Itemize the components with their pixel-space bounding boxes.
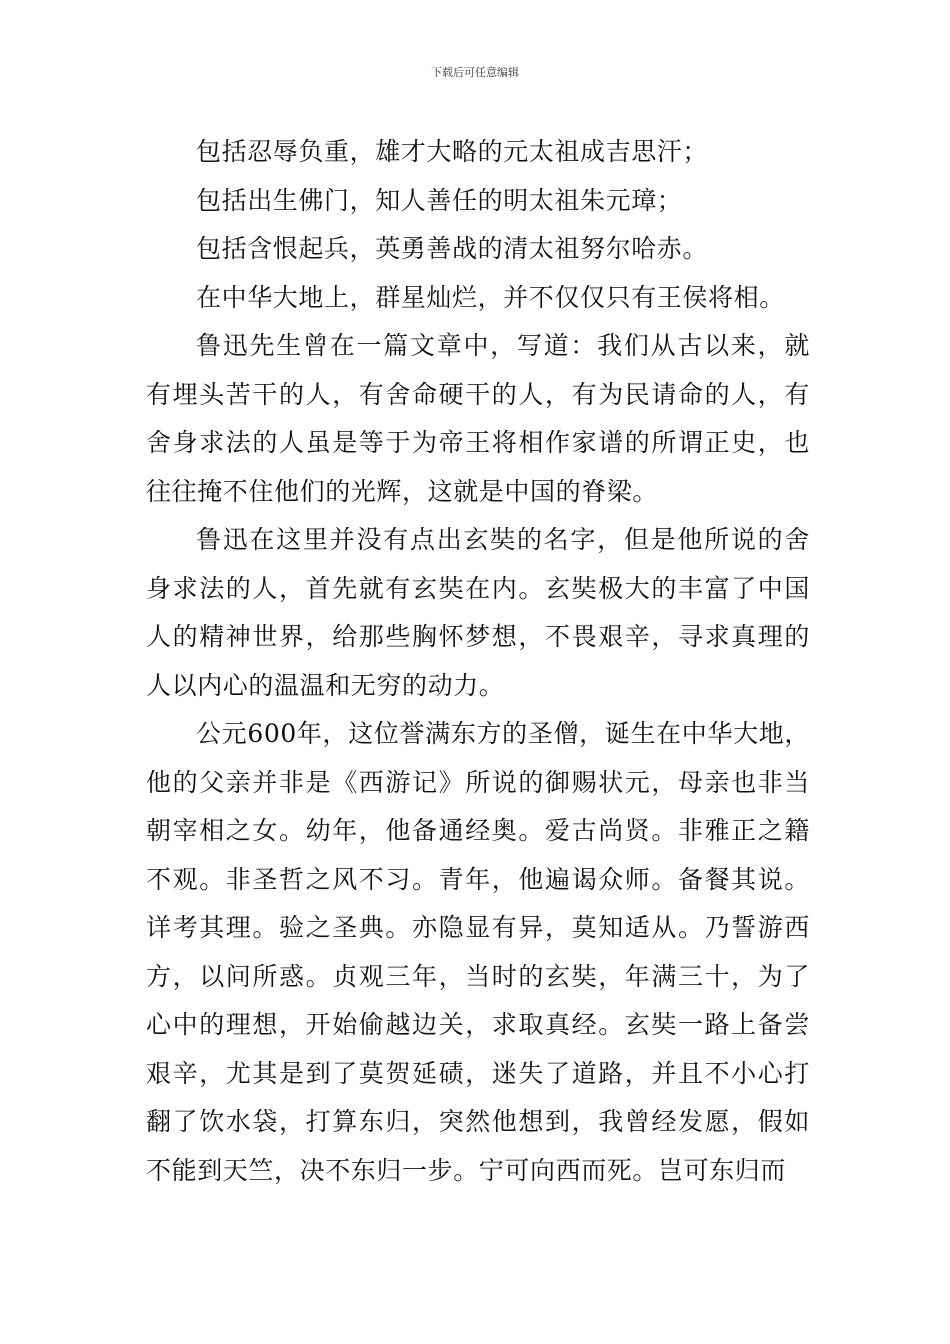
paragraph: 鲁迅先生曾在一篇文章中，写道：我们从古以来，就有埋头苦干的人，有舍命硬干的人，有为民请命的人，有舍身求法的人虽是等于为帝王将相作家谱的所谓正史，也往往掩不住他们的光辉，这就是中国的脊梁。 bbox=[146, 331, 810, 506]
paragraph: 包括出生佛门，知人善任的明太祖朱元璋； bbox=[196, 185, 683, 215]
paragraph: 鲁迅在这里并没有点出玄奘的名字，但是他所说的舍身求法的人，首先就有玄奘在内。玄奘极大的丰富了中国人的精神世界，给那些胸怀梦想，不畏艰辛，寻求真理的人以内心的温温和无穷的动力。 bbox=[146, 525, 810, 700]
paragraph: 包括忍辱负重，雄才大略的元太祖成吉思汗； bbox=[196, 137, 709, 166]
paragraph: 包括含恨起兵，英勇善战的清太祖努尔哈赤。 bbox=[196, 234, 709, 263]
paragraph: 公元600年，这位誉满东方的圣僧，诞生在中华大地，他的父亲并非是《西游记》所说的御赐状元，母亲也非当朝宰相之女。幼年，他备通经奥。爱古尚贤。非雅正之籍不观。非圣哲之风不习。青年，他遍谒众师。备餐其说。详考其理。验之圣典。亦隐显有异，莫知适从。乃誓游西方，以问所惑。贞观三年，当时的玄奘，年满三十，为了心中的理想，开始偷越边关，求取真经。玄奘一路上备尝艰辛，尤其是到了莫贺延碛，迷失了道路，并且不小心打翻了饮水袋，打算东归，突然他想到，我曾经发愿，假如不能到天竺，决不东归一步。宁可向西而死。岂可东归而 bbox=[146, 719, 810, 1185]
page-header: 下载后可任意编辑 bbox=[431, 66, 519, 79]
document-body bbox=[146, 128, 810, 1195]
paragraph: 在中华大地上，群星灿烂，并不仅仅只有王侯将相。 bbox=[196, 282, 785, 312]
